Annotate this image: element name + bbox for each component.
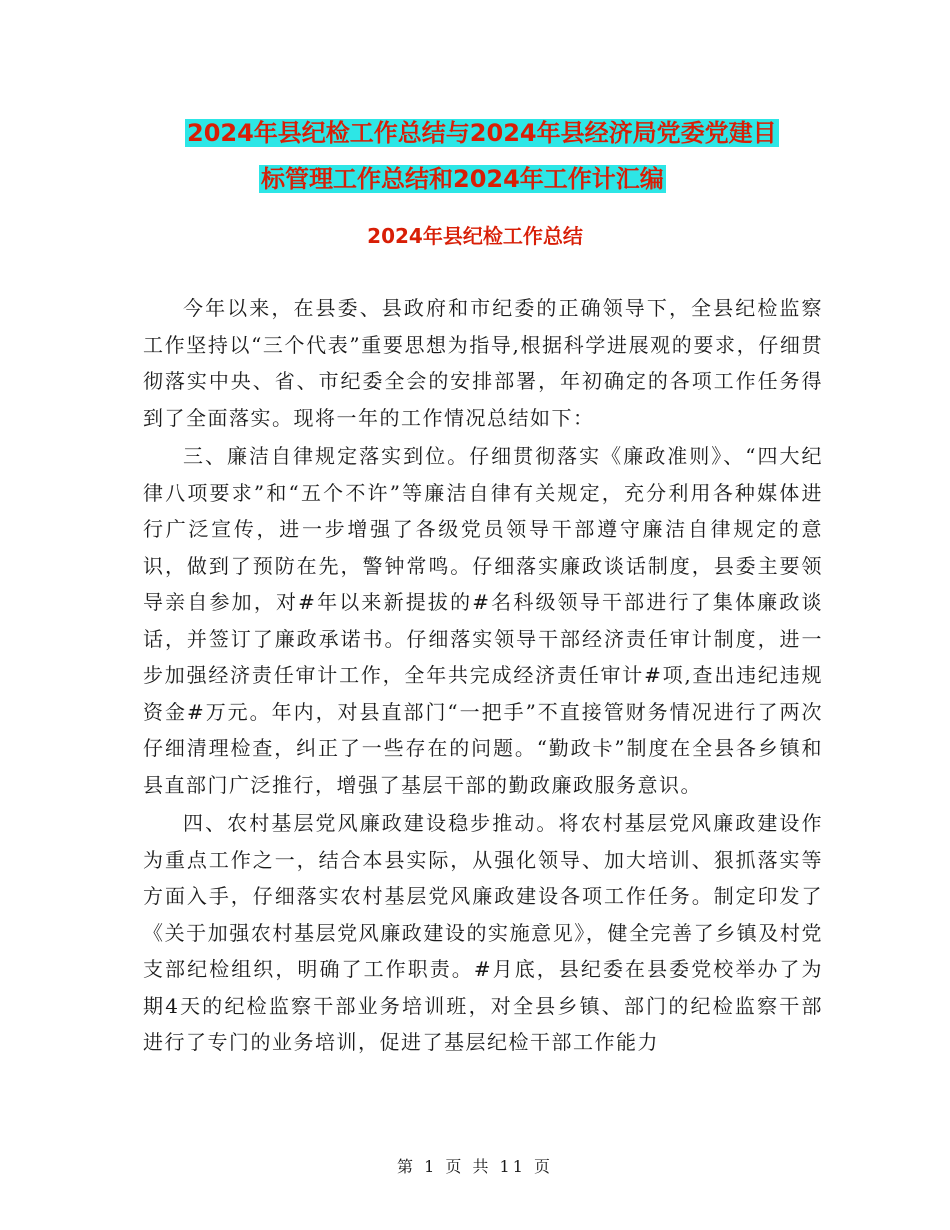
paragraph-intro: 今年以来，在县委、县政府和市纪委的正确领导下，全县纪检监察工作坚持以“三个代表”重要思想为指导,根据科学进展观的要求，仔细贯彻落实中央、省、市纪委全会的安排部署，年初确定的各项工作任务得到了全面落实。现将一年的工作情况总结如下： — [143, 296, 823, 430]
title-line-2: 标管理工作总结和2024年工作计汇编 — [261, 165, 664, 193]
title-line-1: 2024年县纪检工作总结与2024年县经济局党委党建目 — [187, 119, 777, 147]
paragraph-section-3: 三、廉洁自律规定落实到位。仔细贯彻落实《廉政准则》、“四大纪律八项要求”和“五个不许”等廉洁自律有关规定，充分利用各种媒体进行广泛宣传，进一步增强了各级党员领导干部遵守廉洁自律规定的意识，做到了预防在先，警钟常鸣。仔细落实廉政谈话制度，县委主要领导亲自参加，对#年以来新提拔的#名科级领导干部进行了集体廉政谈话，并签订了廉政承诺书。仔细落实领导干部经济责任审计制度，进一步加强经济责任审计工作，全年共完成经济责任审计#项,查出违纪违规资金#万元。年内，对县直部门“一把手”不直接管财务情况进行了两次仔细清理检查，纠正了一些存在的问题。“勤政卡”制度在全县各乡镇和县直部门广泛推行，增强了基层干部的勤政廉政服务意识。 — [143, 444, 823, 797]
document-title — [185, 112, 825, 200]
page-footer: 第 1 页 共 11 页 — [397, 1157, 553, 1176]
document-body — [143, 290, 823, 1063]
section-heading: 2024年县纪检工作总结 — [367, 224, 583, 248]
paragraph-section-4: 四、农村基层党风廉政建设稳步推动。将农村基层党风廉政建设作为重点工作之一，结合本县实际，从强化领导、加大培训、狠抓落实等方面入手，仔细落实农村基层党风廉政建设各项工作任务。制定印发了《关于加强农村基层党风廉政建设的实施意见》，健全完善了乡镇及村党支部纪检组织，明确了工作职责。#月底，县纪委在县委党校举办了为期4天的纪检监察干部业务培训班，对全县乡镇、部门的纪检监察干部进行了专门的业务培训，促进了基层纪检干部工作能力 — [143, 811, 823, 1054]
